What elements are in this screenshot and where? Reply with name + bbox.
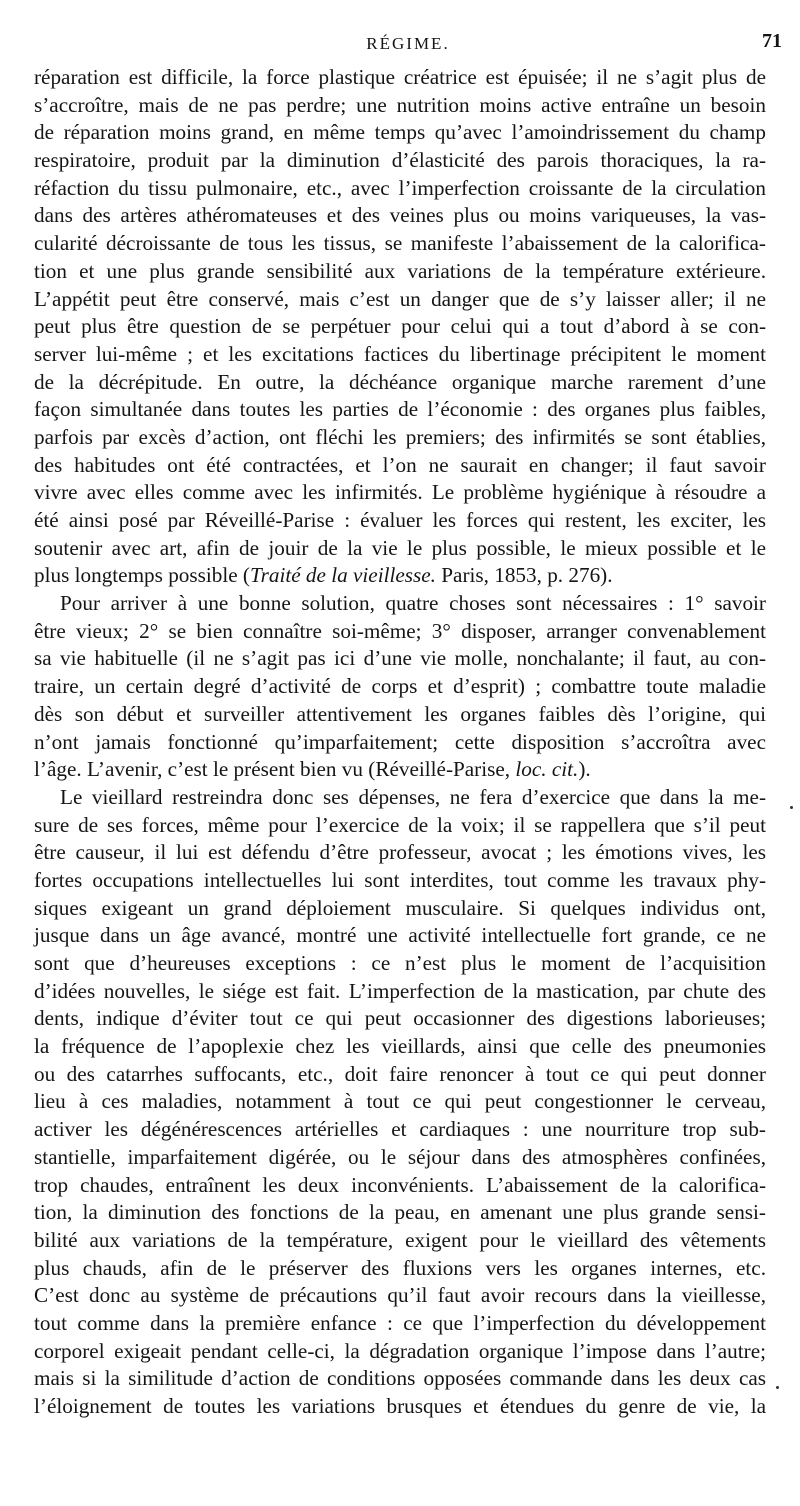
text-line: dents, indique d’éviter tout ce qui peut occasionner des digestions laborieuses; bbox=[34, 1006, 766, 1031]
italic-citation: Traité de la vieillesse. bbox=[250, 563, 436, 588]
margin-mark bbox=[776, 1386, 779, 1389]
text-line: être causeur, il lui est défendu d’être professeur, avocat ; les émotions vives, les bbox=[34, 840, 766, 865]
text-line: réfaction du tissu pulmonaire, etc., avec l’imperfection croissante de la circulation bbox=[34, 175, 766, 200]
text-line: l’éloignement de toutes les variations brusques et étendues du genre de vie, la bbox=[34, 1394, 766, 1418]
text-line: Le vieillard restreindra donc ses dépenses, ne fera d’exercice que dans la me- bbox=[60, 784, 766, 809]
text-line: plus longtemps possible (Traité de la vieillesse. Paris, 1853, p. 276). bbox=[34, 563, 613, 588]
text-line: server lui-même ; et les excitations factices du libertinage précipitent le moment bbox=[34, 341, 766, 366]
page-header bbox=[34, 30, 782, 60]
text-line: sont que d’heureuses exceptions : ce n’est plus le moment de l’acquisition bbox=[34, 951, 766, 975]
text-line: l’âge. L’avenir, c’est le présent bien vu (Réveillé-Parise, loc. cit.). bbox=[34, 757, 591, 782]
text-line: réparation est difficile, la force plastique créatrice est épuisée; il ne s’agit plus de bbox=[34, 65, 766, 89]
text-line: des habitudes ont été contractées, et l’on ne saurait en changer; il faut savoir bbox=[34, 452, 766, 477]
text-line: parfois par excès d’action, ont fléchi les premiers; des infirmités se sont établies, bbox=[34, 424, 766, 449]
text-line: vivre avec elles comme avec les infirmités. Le problème hygiénique à résoudre a bbox=[34, 480, 766, 505]
text-line: soutenir avec art, afin de jouir de la vie le plus possible, le mieux possible et le bbox=[34, 535, 766, 560]
italic-citation: loc. cit. bbox=[515, 757, 579, 782]
text-line: mais si la similitude d’action de conditions opposées commande dans les deux cas bbox=[34, 1366, 766, 1391]
body-text bbox=[34, 64, 766, 1421]
text-line: fortes occupations intellectuelles lui sont interdites, tout comme les travaux phy- bbox=[34, 867, 766, 892]
text-line: trop chaudes, entraînent les deux inconvénients. L’abaissement de la calorifica- bbox=[34, 1172, 766, 1197]
text-line: n’ont jamais fonctionné qu’imparfaitement; cette disposition s’accroîtra avec bbox=[34, 729, 766, 754]
text-line: sa vie habituelle (il ne s’agit pas ici d’une vie molle, nonchalante; il faut, au con- bbox=[34, 646, 766, 671]
text-line: sure de ses forces, même pour l’exercice de la voix; il se rappellera que s’il peut bbox=[34, 812, 766, 837]
text-line: de réparation moins grand, en même temps qu’avec l’amoindrissement du champ bbox=[34, 120, 766, 145]
text-line: dès son début et surveiller attentivement les organes faibles dès l’origine, qui bbox=[34, 701, 766, 726]
text-line: corporel exigeait pendant celle-ci, la dégradation organique l’impose dans l’autre; bbox=[34, 1338, 766, 1363]
text-line: dans des artères athéromateuses et des veines plus ou moins variqueuses, la vas- bbox=[34, 203, 766, 228]
text-line: tion, la diminution des fonctions de la peau, en amenant une plus grande sensi- bbox=[34, 1200, 766, 1225]
text-line: tout comme dans la première enfance : ce que l’imperfection du développement bbox=[34, 1310, 766, 1335]
text-line: été ainsi posé par Réveillé-Parise : évaluer les forces qui restent, les exciter, les bbox=[34, 508, 766, 532]
text-line: L’appétit peut être conservé, mais c’est un danger que de s’y laisser aller; il ne bbox=[34, 286, 766, 311]
text-line: Pour arriver à une bonne solution, quatre choses sont nécessaires : 1° savoir bbox=[60, 591, 766, 616]
text-line: traire, un certain degré d’activité de corps et d’esprit) ; combattre toute maladie bbox=[34, 674, 766, 699]
text-line: plus chauds, afin de le préserver des fluxions vers les organes internes, etc. bbox=[34, 1255, 766, 1280]
text-line: d’idées nouvelles, le siége est fait. L’imperfection de la mastication, par chute des bbox=[34, 978, 766, 1003]
text-line: siques exigeant un grand déploiement musculaire. Si quelques individus ont, bbox=[34, 895, 766, 920]
text-line: de la décrépitude. En outre, la déchéance organique marche rarement d’une bbox=[34, 369, 766, 394]
text-line: façon simultanée dans toutes les parties de l’économie : des organes plus faibles, bbox=[34, 397, 766, 422]
text-line: cularité décroissante de tous les tissus, se manifeste l’abaissement de la calorifica- bbox=[34, 231, 766, 256]
text-line: lieu à ces maladies, notamment à tout ce qui peut congestionner le cerveau, bbox=[34, 1089, 766, 1114]
text-line: activer les dégénérescences artérielles et cardiaques : une nourriture trop sub- bbox=[34, 1117, 766, 1142]
text-line: stantielle, imparfaitement digérée, ou le séjour dans des atmosphères confinées, bbox=[34, 1144, 766, 1169]
text-line: respiratoire, produit par la diminution d’élasticité des parois thoraciques, la ra- bbox=[34, 148, 766, 173]
text-line: être vieux; 2° se bien connaître soi-même; 3° disposer, arranger convenablement bbox=[34, 618, 766, 643]
page-number: 71 bbox=[762, 30, 782, 52]
text-line: la fréquence de l’apoplexie chez les vieillards, ainsi que celle des pneumonies bbox=[34, 1034, 766, 1059]
running-head: RÉGIME. bbox=[366, 34, 450, 53]
margin-mark bbox=[790, 806, 793, 809]
text-line: bilité aux variations de la température, exigent pour le vieillard des vêtements bbox=[34, 1227, 766, 1252]
text-line: peut plus être question de se perpétuer pour celui qui a tout d’abord à se con- bbox=[34, 314, 766, 339]
text-line: s’accroître, mais de ne pas perdre; une nutrition moins active entraîne un besoin bbox=[34, 92, 766, 117]
text-line: ou des catarrhes suffocants, etc., doit faire renoncer à tout ce qui peut donner bbox=[34, 1061, 766, 1086]
text-line: C’est donc au système de précautions qu’il faut avoir recours dans la vieillesse, bbox=[34, 1283, 766, 1308]
text-line: jusque dans un âge avancé, montré une activité intellectuelle fort grande, ce ne bbox=[34, 923, 766, 948]
text-line: tion et une plus grande sensibilité aux variations de la température extérieure. bbox=[34, 258, 766, 283]
